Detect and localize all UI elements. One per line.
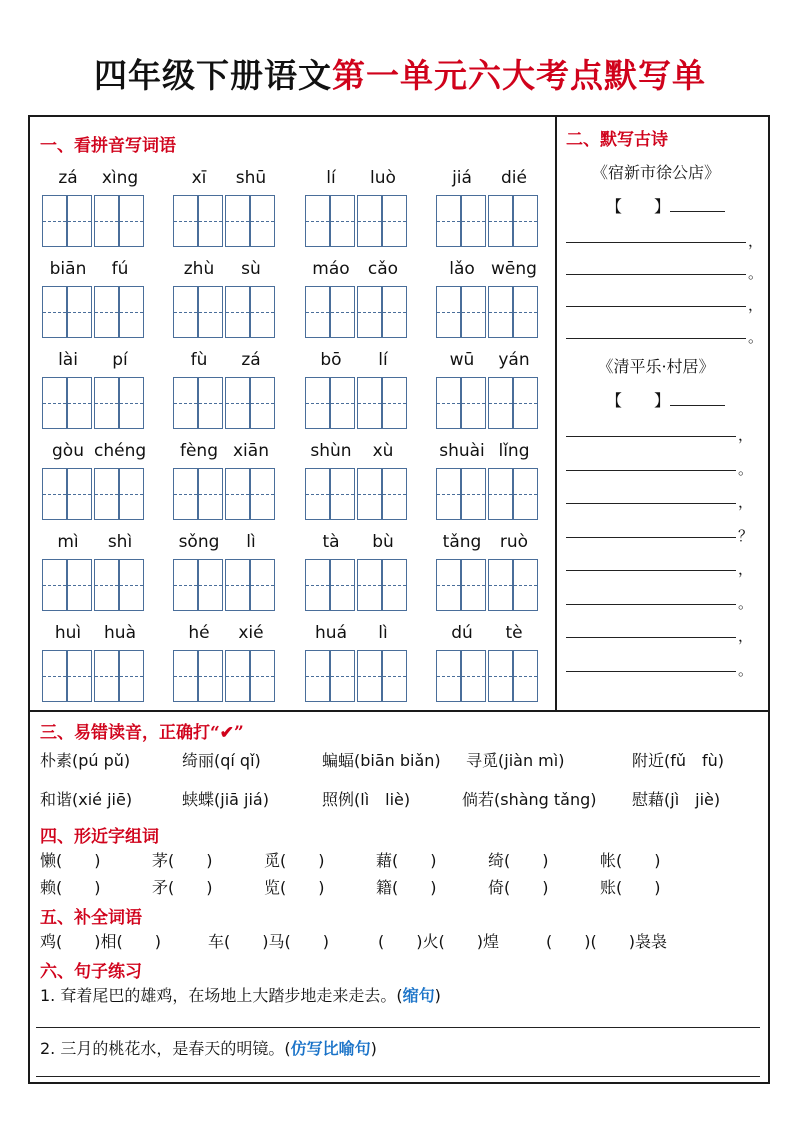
- writing-box[interactable]: [94, 195, 144, 247]
- writing-box[interactable]: [225, 377, 275, 429]
- pinyin-label: xī: [191, 168, 207, 188]
- pinyin-label: xiān: [233, 441, 269, 461]
- pinyin-label: máo: [312, 259, 350, 279]
- pinyin-label: lí: [378, 350, 388, 370]
- pinyin-label: shū: [235, 168, 267, 188]
- complete-word-item[interactable]: ( )( )袅袅: [546, 932, 667, 951]
- pinyin-label: wū: [449, 350, 475, 370]
- writing-box[interactable]: [94, 559, 144, 611]
- title-black: 四年级下册语文: [94, 56, 332, 95]
- pinyin-label: shì: [107, 532, 133, 552]
- complete-word-item[interactable]: ( )火( )煌: [378, 932, 499, 951]
- pinyin-label: shuài: [439, 441, 485, 461]
- sentence-1-hint: 缩句: [402, 986, 435, 1005]
- sentence-1-close: ): [434, 986, 441, 1005]
- pinyin-label: sǒng: [178, 532, 220, 552]
- pinyin-label: xù: [372, 441, 394, 461]
- complete-word-item[interactable]: 车( )马( ): [208, 932, 329, 951]
- pinyin-label: xié: [238, 623, 264, 643]
- writing-box[interactable]: [488, 286, 538, 338]
- writing-box[interactable]: [305, 377, 355, 429]
- writing-box[interactable]: [488, 559, 538, 611]
- writing-box[interactable]: [488, 468, 538, 520]
- pinyin-label: chéng: [94, 441, 147, 461]
- similar-char-item[interactable]: 矛( ): [152, 878, 213, 897]
- poem-answer-line[interactable]: [566, 570, 736, 571]
- poem-answer-line[interactable]: [566, 503, 736, 504]
- pinyin-label: bù: [372, 532, 394, 552]
- pinyin-label: lì: [378, 623, 388, 643]
- section-poem-title: 二、默写古诗: [566, 130, 668, 150]
- poem-answer-line[interactable]: [566, 338, 746, 339]
- poem-2-author-field[interactable]: [606, 388, 725, 411]
- poem-punctuation: ，: [738, 560, 754, 578]
- writing-box[interactable]: [225, 195, 275, 247]
- pinyin-label: yán: [498, 350, 530, 370]
- poem-answer-line[interactable]: [566, 470, 736, 471]
- sentence-2-hint: 仿写比喻句: [290, 1039, 371, 1058]
- writing-box[interactable]: [305, 468, 355, 520]
- writing-box[interactable]: [173, 650, 223, 702]
- writing-box[interactable]: [42, 650, 92, 702]
- pinyin-label: hé: [188, 623, 210, 643]
- poem-answer-line[interactable]: [566, 604, 736, 605]
- pron-item[interactable]: 附近(fǔ fù): [632, 751, 725, 770]
- pinyin-label: cǎo: [367, 259, 399, 279]
- title-red: 第一单元六大考点默写单: [332, 56, 706, 95]
- poem-2-title: 《清平乐·村居》: [597, 357, 715, 376]
- writing-box[interactable]: [436, 559, 486, 611]
- section-complete-words-title: 五、补全词语: [40, 908, 142, 928]
- writing-box[interactable]: [357, 286, 407, 338]
- pron-item[interactable]: 慰藉(jì jiè): [632, 790, 721, 809]
- poem-punctuation: 。: [738, 660, 754, 679]
- pinyin-label: fú: [111, 259, 129, 279]
- similar-char-item[interactable]: 藉( ): [376, 851, 437, 870]
- writing-box[interactable]: [357, 650, 407, 702]
- column-divider: [555, 115, 557, 711]
- writing-box[interactable]: [305, 650, 355, 702]
- pinyin-label: tǎng: [442, 532, 482, 552]
- pinyin-label: luò: [370, 168, 396, 188]
- complete-word-item[interactable]: 鸡( )相( ): [40, 932, 161, 951]
- pinyin-label: dié: [501, 168, 527, 188]
- pinyin-label: lài: [58, 350, 78, 370]
- pinyin-label: sù: [241, 259, 261, 279]
- pinyin-label: dú: [451, 623, 473, 643]
- writing-box[interactable]: [436, 286, 486, 338]
- writing-box[interactable]: [42, 286, 92, 338]
- similar-char-item[interactable]: 茅( ): [152, 851, 213, 870]
- pron-item[interactable]: 蛱蝶(jiā jiá): [182, 790, 269, 809]
- pinyin-label: tà: [322, 532, 340, 552]
- pron-item[interactable]: 和谐(xié jiē): [40, 790, 133, 809]
- section-divider: [28, 710, 770, 712]
- poem-punctuation: 。: [748, 264, 764, 282]
- pinyin-label: bō: [320, 350, 342, 370]
- similar-char-item[interactable]: 懒( ): [40, 851, 101, 870]
- pinyin-label: fù: [190, 350, 208, 370]
- poem-punctuation: ，: [748, 232, 764, 250]
- poem-punctuation: 。: [738, 459, 754, 478]
- poem-1-author-field[interactable]: [606, 194, 725, 217]
- section-pinyin-title: 一、看拼音写词语: [40, 136, 176, 156]
- pron-item[interactable]: 倘若(shàng tǎng): [462, 790, 597, 809]
- writing-box[interactable]: [225, 650, 275, 702]
- pinyin-label: lǐng: [498, 441, 530, 461]
- similar-char-item[interactable]: 帐( ): [600, 851, 661, 870]
- writing-box[interactable]: [225, 468, 275, 520]
- pinyin-label: zá: [241, 350, 261, 370]
- poem-punctuation: 。: [748, 328, 764, 346]
- writing-box[interactable]: [94, 650, 144, 702]
- writing-box[interactable]: [173, 559, 223, 611]
- pinyin-label: lǎo: [449, 259, 475, 279]
- writing-box[interactable]: [488, 377, 538, 429]
- poem-2-author-brackets: 【 】: [606, 391, 671, 410]
- writing-box[interactable]: [436, 650, 486, 702]
- writing-box[interactable]: [173, 195, 223, 247]
- poem-punctuation: ，: [738, 627, 754, 645]
- poem-punctuation: 。: [738, 593, 754, 612]
- writing-box[interactable]: [357, 468, 407, 520]
- pron-item[interactable]: 绮丽(qí qǐ): [182, 751, 261, 770]
- writing-box[interactable]: [94, 286, 144, 338]
- page-title: [0, 50, 800, 97]
- writing-box[interactable]: [173, 468, 223, 520]
- writing-box[interactable]: [357, 559, 407, 611]
- section-sentences-title: 六、句子练习: [40, 962, 142, 982]
- sentence-1-answer-line[interactable]: [36, 1027, 760, 1028]
- poem-1-author-brackets: 【 】: [606, 197, 671, 216]
- pinyin-label: fèng: [179, 441, 218, 461]
- pinyin-label: xìng: [101, 168, 139, 188]
- pinyin-label: shùn: [310, 441, 352, 461]
- sentence-2-close: ): [370, 1039, 377, 1058]
- poem-answer-line[interactable]: [566, 436, 736, 437]
- sentence-1-text: 1. 耷着尾巴的雄鸡，在场地上大踏步地走来走去。(: [40, 986, 403, 1005]
- similar-char-item[interactable]: 倚( ): [488, 878, 549, 897]
- poem-punctuation: ？: [738, 526, 754, 545]
- pron-item[interactable]: 寻觅(jiàn mì): [466, 751, 565, 770]
- similar-char-item[interactable]: 览( ): [264, 878, 325, 897]
- similar-char-item[interactable]: 觅( ): [264, 851, 325, 870]
- pinyin-label: jiá: [452, 168, 472, 188]
- similar-char-item[interactable]: 绮( ): [488, 851, 549, 870]
- writing-box[interactable]: [94, 377, 144, 429]
- writing-box[interactable]: [488, 195, 538, 247]
- writing-box[interactable]: [173, 377, 223, 429]
- sentence-2-answer-line[interactable]: [36, 1076, 760, 1077]
- writing-box[interactable]: [436, 377, 486, 429]
- poem-answer-line[interactable]: [566, 637, 736, 638]
- writing-box[interactable]: [94, 468, 144, 520]
- pinyin-label: gòu: [52, 441, 84, 461]
- pinyin-label: lí: [326, 168, 336, 188]
- section-similar-chars-title: 四、形近字组词: [40, 827, 159, 847]
- poem-punctuation: ，: [748, 296, 764, 314]
- pinyin-label: tè: [505, 623, 523, 643]
- poem-punctuation: ，: [738, 493, 754, 511]
- writing-box[interactable]: [225, 559, 275, 611]
- pinyin-label: zá: [58, 168, 78, 188]
- writing-box[interactable]: [42, 559, 92, 611]
- pron-item[interactable]: 朴素(pú pǔ): [40, 751, 131, 770]
- poem-answer-line[interactable]: [566, 537, 736, 538]
- sentence-2: [40, 1036, 377, 1059]
- similar-char-item[interactable]: 籍( ): [376, 878, 437, 897]
- poem-answer-line[interactable]: [566, 306, 746, 307]
- poem-answer-line[interactable]: [566, 671, 736, 672]
- section-pronunciation-title: 三、易错读音，正确打“✔”: [40, 723, 244, 743]
- writing-box[interactable]: [488, 650, 538, 702]
- pinyin-label: biān: [49, 259, 87, 279]
- sentence-2-text: 2. 三月的桃花水，是春天的明镜。(: [40, 1039, 291, 1058]
- writing-box[interactable]: [436, 468, 486, 520]
- writing-box[interactable]: [305, 195, 355, 247]
- pinyin-label: pí: [112, 350, 128, 370]
- writing-box[interactable]: [225, 286, 275, 338]
- writing-box[interactable]: [357, 377, 407, 429]
- writing-box[interactable]: [173, 286, 223, 338]
- pinyin-label: huá: [315, 623, 347, 643]
- pron-item[interactable]: 蝙蝠(biān biǎn): [322, 751, 441, 770]
- writing-box[interactable]: [305, 286, 355, 338]
- writing-box[interactable]: [42, 468, 92, 520]
- sentence-1: [40, 983, 441, 1006]
- pinyin-label: huà: [104, 623, 136, 643]
- poem-1-title: 《宿新市徐公店》: [591, 163, 720, 182]
- similar-char-item[interactable]: 赖( ): [40, 878, 101, 897]
- writing-box[interactable]: [42, 377, 92, 429]
- writing-box[interactable]: [436, 195, 486, 247]
- pinyin-label: mì: [57, 532, 79, 552]
- poem-answer-line[interactable]: [566, 274, 746, 275]
- writing-box[interactable]: [42, 195, 92, 247]
- pinyin-label: wēng: [491, 259, 537, 279]
- pinyin-label: ruò: [499, 532, 529, 552]
- writing-box[interactable]: [305, 559, 355, 611]
- pinyin-label: huì: [54, 623, 82, 643]
- similar-char-item[interactable]: 账( ): [600, 878, 661, 897]
- poem-answer-line[interactable]: [566, 242, 746, 243]
- pinyin-label: lì: [246, 532, 256, 552]
- writing-box[interactable]: [357, 195, 407, 247]
- poem-punctuation: ，: [738, 426, 754, 444]
- pinyin-label: zhù: [183, 259, 215, 279]
- pron-item[interactable]: 照例(lì liè): [322, 790, 411, 809]
